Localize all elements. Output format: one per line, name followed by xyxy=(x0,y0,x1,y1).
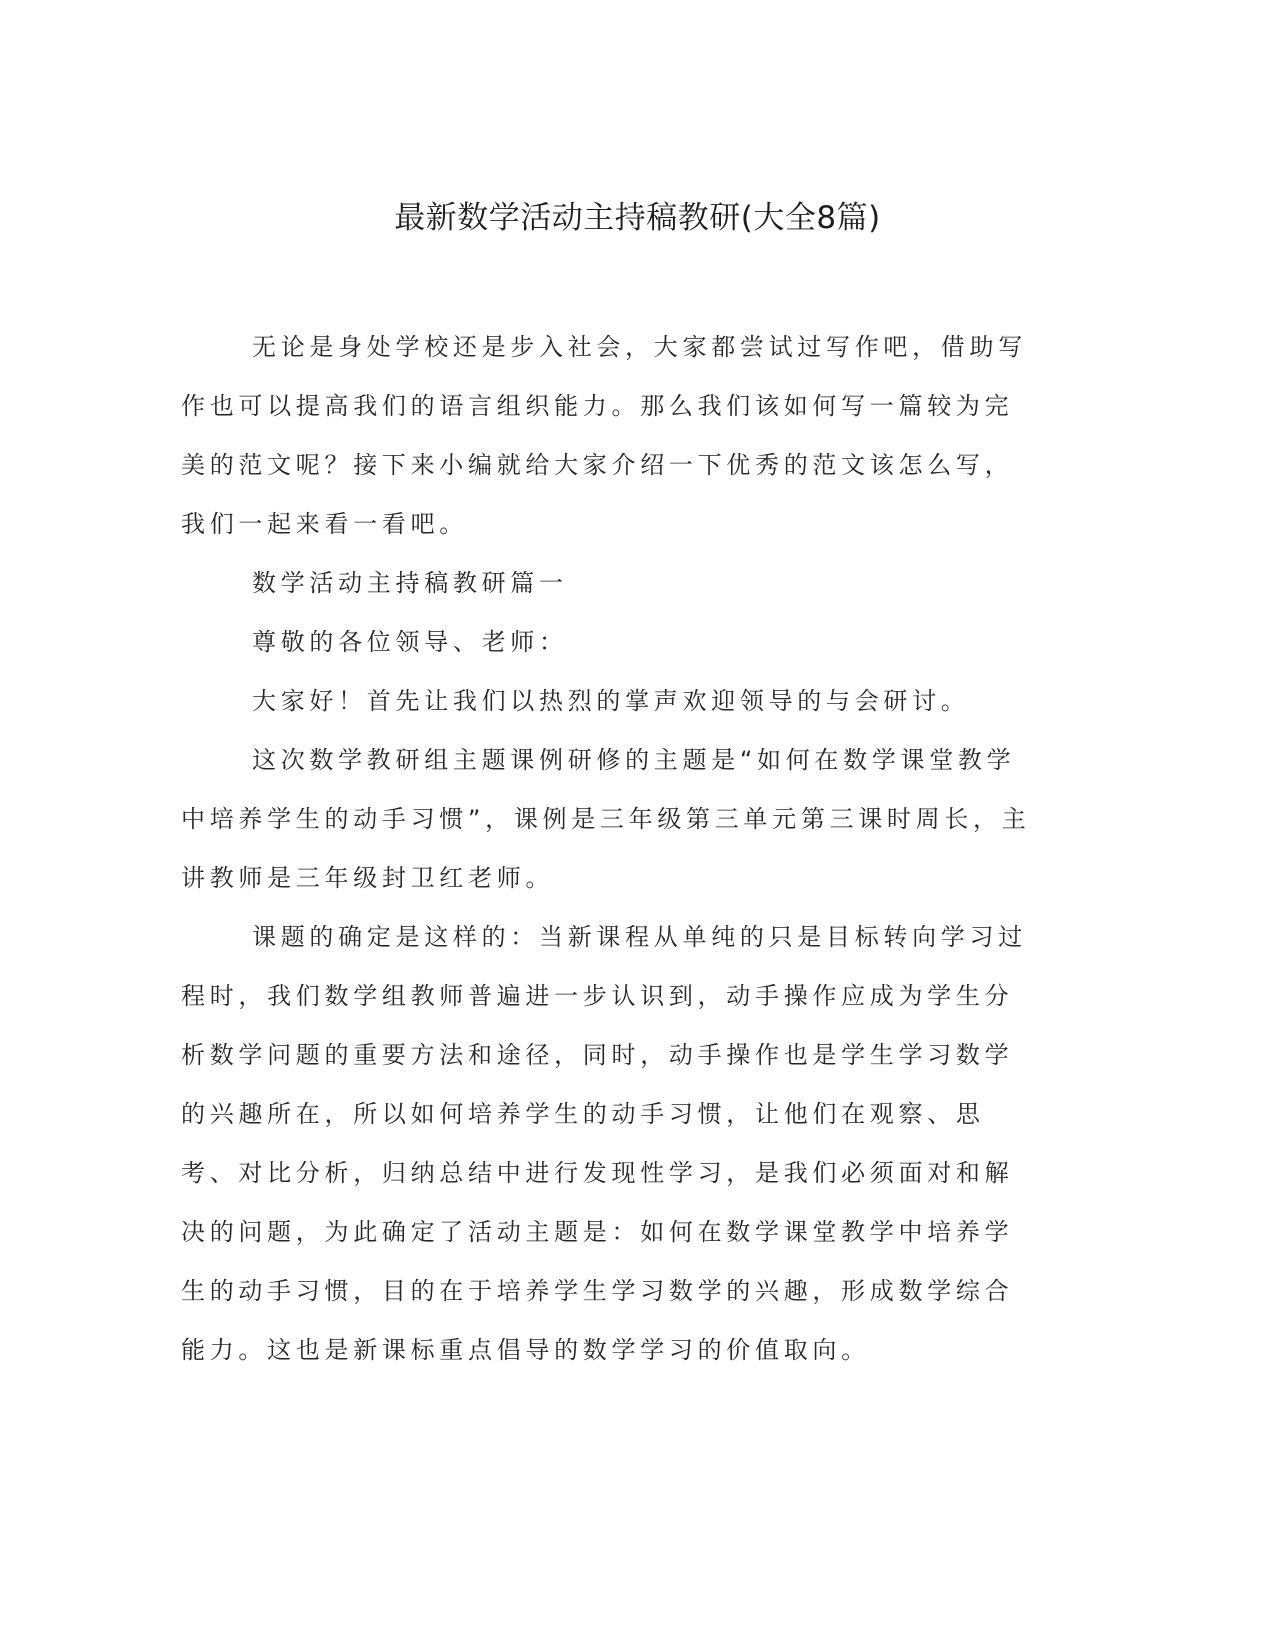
rationale-paragraph: 课题的确定是这样的：当新课程从单纯的只是目标转向学习过程时，我们数学组教师普遍进一步认识到，动手操作应成为学生分析数学问题的重要方法和途径，同时，动手操作也是学生学习数学的兴趣所在，所以如何培养学生的动手习惯，让他们在观察、思考、对比分析，归纳总结中进行发现性学习，是我们必须面对和解决的问题，为此确定了活动主题是：如何在数学课堂教学中培养学生的动手习惯，目的在于培养学生学习数学的兴趣，形成数学综合能力。这也是新课标重点倡导的数学学习的价值取向。 xyxy=(181,923,1027,1364)
section-heading: 数学活动主持稿教研篇一 xyxy=(252,569,568,597)
document-body xyxy=(181,318,1033,1380)
greeting-paragraph: 大家好！首先让我们以热烈的掌声欢迎领导的与会研讨。 xyxy=(252,687,970,715)
salutation: 尊敬的各位领导、老师： xyxy=(252,628,568,656)
topic-paragraph: 这次数学教研组主题课例研修的主题是“如何在数学课堂教学中培养学生的动手习惯”，课例是三年级第三单元第三课时周长，主讲教师是三年级封卫红老师。 xyxy=(181,746,1031,892)
intro-paragraph: 无论是身处学校还是步入社会，大家都尝试过写作吧，借助写作也可以提高我们的语言组织能力。那么我们该如何写一篇较为完美的范文呢？接下来小编就给大家介绍一下优秀的范文该怎么写，我们一起来看一看吧。 xyxy=(181,333,1027,538)
document-title: 最新数学活动主持稿教研(大全8篇) xyxy=(394,200,881,236)
